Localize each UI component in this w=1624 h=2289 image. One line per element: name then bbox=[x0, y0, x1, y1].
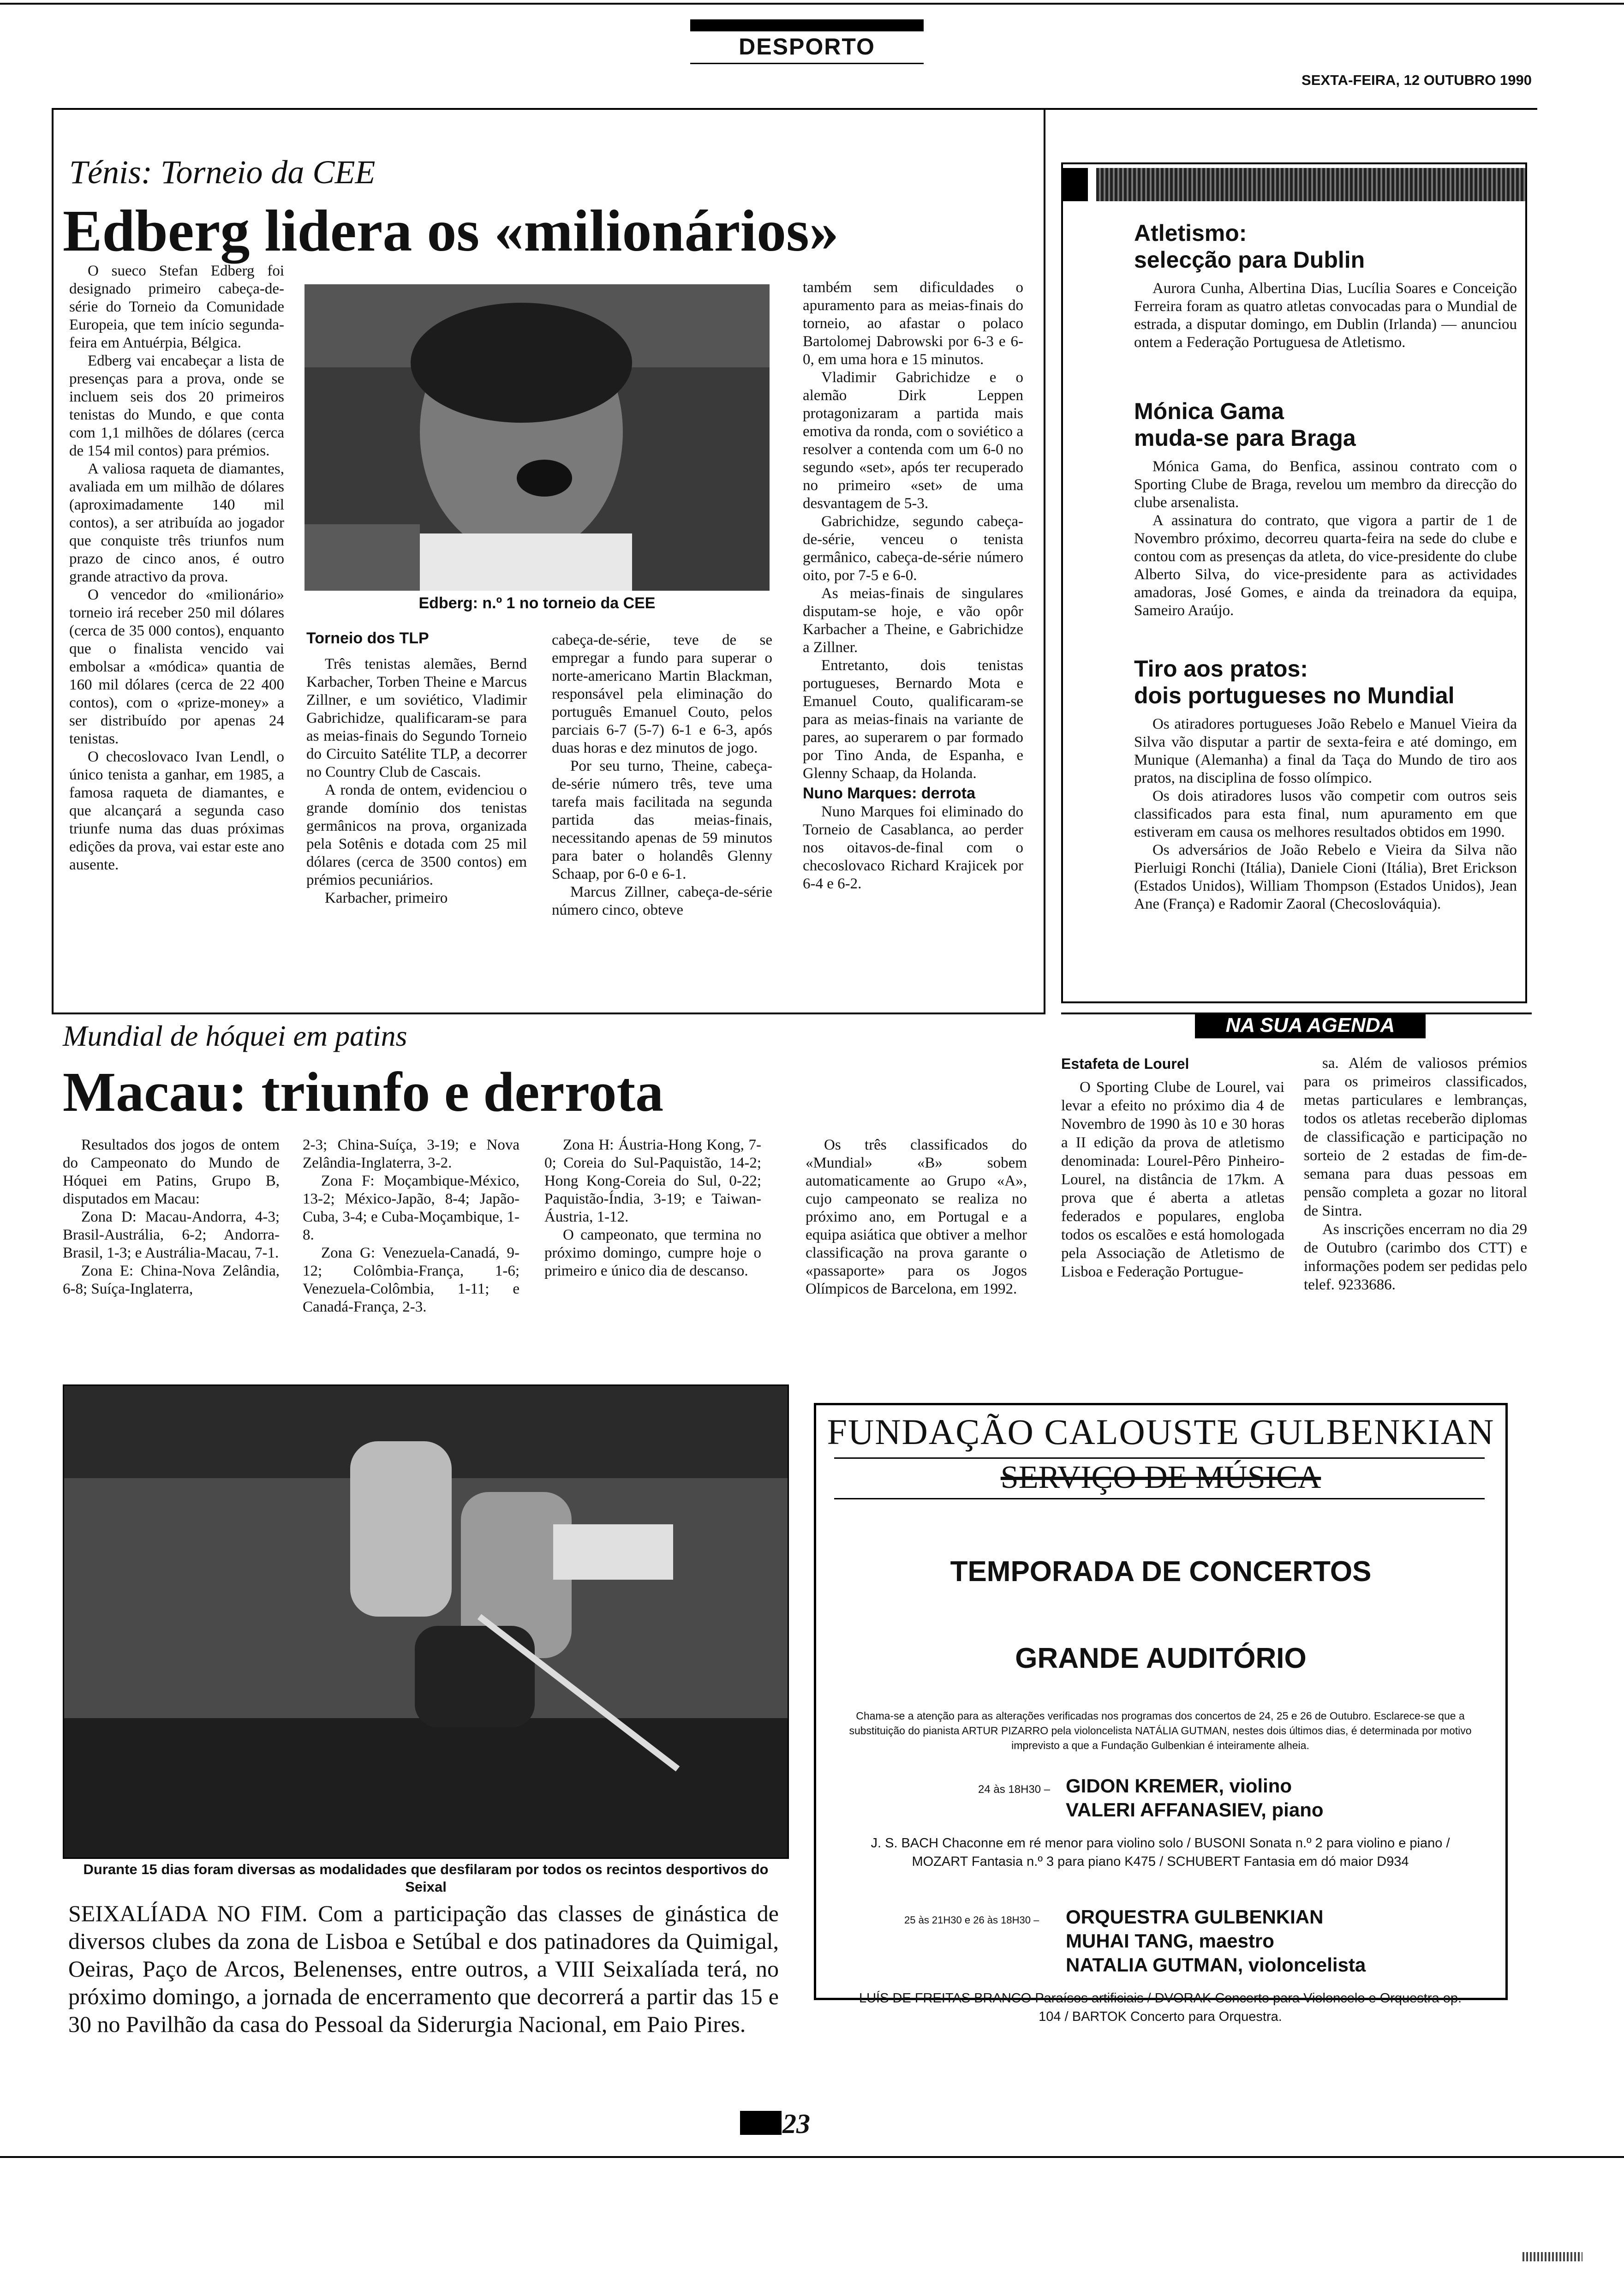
paragraph: Edberg vai encabeçar a lista de presenças para a prova, onde se incluem seis dos 20 primeiros tenistas do Mundo, e que conta com 1,1 milhões de dólares (cerca de 154 mil contos) para prémios. bbox=[69, 353, 284, 459]
concert-2-header bbox=[849, 1906, 1472, 1984]
seixal-text bbox=[68, 1900, 779, 2038]
concert-2-performer-2: MUHAI TANG, maestro bbox=[1066, 1930, 1274, 1952]
concert-1-header bbox=[849, 1775, 1472, 1826]
hockey-photo-image bbox=[64, 1386, 788, 1858]
sidebar-marker bbox=[1061, 168, 1088, 201]
page-number: 23 bbox=[782, 2109, 810, 2139]
paragraph: Zona E: China-Nova Zelândia, 6-8; Suíça-Inglaterra, bbox=[63, 1263, 280, 1297]
paragraph: Nuno Marques foi eliminado do Torneio de Casablanca, ao perder nos oitavos-de-final com o checoslovaco Richard Krajicek por 6-4 e 6-2. bbox=[803, 803, 1023, 892]
paragraph: Por seu turno, Theine, cabeça-de-série número três, teve uma tarefa mais facilitada na segunda partida das meias-finais, necessitando apenas de 59 minutos para bater o holandês Glenny Schaap, por 6-0 e 6-1. bbox=[552, 758, 772, 882]
paragraph: Os três classificados do «Mundial» «B» sobem automaticamente ao Grupo «A», cujo campeonato se realiza no próximo ano, em Portugal e a equipa asiática que obtiver a melhor classificação na prova garante o «passaporte» para os Jogos Olímpicos de Barcelona, em 1992. bbox=[806, 1137, 1027, 1297]
paragraph: O checoslovaco Ivan Lendl, o único tenista a ganhar, em 1985, a famosa raqueta de diamantes, e que alcançará a segunda caso triunfe numa das duas próximas edições da prova, vai estar este ano ausente. bbox=[69, 749, 284, 873]
hoquei-col-1 bbox=[63, 1136, 280, 1298]
agenda-heading: Estafeta de Lourel bbox=[1061, 1055, 1189, 1072]
paragraph: sa. Além de valiosos prémios para os primeiros classificados, metas particulares e lembranças, todos os atletas receberão diplomas de classificação e participação no sorteio de 2 estadas de fim-de-semana para duas pessoas em pensão completa a gozar no litoral de Sintra. bbox=[1304, 1055, 1527, 1219]
seixal-body: Com a participação das classes de ginástica de diversos clubes da zona de Lisboa e Setúbal e dos patinadores da Quimigal, Oeiras, Paço de Arcos, Belenenses, entre outros, a VIII Seixalíada terá, no próximo domingo, a jornada de encerramento que decorrerá a partir das 15 e 30 no Pavilhão da casa do Pessoal da Siderurgia Nacional, em Paio Pires. bbox=[68, 1900, 779, 2037]
paragraph: Zona G: Venezuela-Canadá, 9-12; Colômbia-França, 1-6; Venezuela-Colômbia, 1-11; e Canadá-França, 2-3. bbox=[303, 1245, 519, 1315]
paragraph: cabeça-de-série, teve de se empregar a fundo para superar o norte-americano Martin Blackman, responsável pela eliminação do português Emanuel Couto, pelos parciais 6-7 (5-7) 6-1 e 6-3, após duas horas e dez minutos de jogo. bbox=[552, 632, 772, 756]
paragraph: 2-3; China-Suíça, 3-19; e Nova Zelândia-Inglaterra, 3-2. bbox=[303, 1137, 519, 1171]
paragraph: Zona H: Áustria-Hong Kong, 7-0; Coreia do Sul-Paquistão, 14-2; Hong Kong-Coreia do Sul, 0-22; Paquistão-Índia, 3-19; e Taiwan-Áustria, 1-12. bbox=[544, 1137, 761, 1225]
paragraph: Entretanto, dois tenistas portugueses, Bernardo Mota e Emanuel Couto, qualificaram-se para as meias-finais na variante de pares, ao superarem o par formado por Tino Anda, de Espanha, e Glenny Schaap, da Holanda. bbox=[803, 657, 1023, 782]
tlp-heading: Torneio dos TLP bbox=[306, 629, 429, 647]
nuno-heading: Nuno Marques: derrota bbox=[803, 785, 976, 802]
paragraph: O campeonato, que termina no próximo domingo, cumpre hoje o primeiro e único dia de descanso. bbox=[544, 1227, 761, 1279]
concert-1 bbox=[849, 1775, 1472, 1871]
edberg-col-2 bbox=[306, 629, 527, 907]
venue-title: GRANDE AUDITÓRIO bbox=[1015, 1642, 1307, 1674]
seixal-photo bbox=[63, 1384, 789, 1859]
paragraph: também sem dificuldades o apuramento para as meias-finais do torneio, ao afastar o polaco Bartolomej Dabrowski por 6-3 e 6-0, em uma hora e 15 minutos. bbox=[803, 279, 1023, 368]
gulbenkian-rule-1 bbox=[834, 1457, 1485, 1459]
gulbenkian-subtitle: SERVIÇO DE MÚSICA bbox=[1000, 1460, 1321, 1495]
seixal-photo-caption: Durante 15 dias foram diversas as modalidades que desfilaram por todos os recintos desportivos do Seixal bbox=[83, 1861, 769, 1895]
paragraph: Gabrichidze, segundo cabeça-de-série, venceu o tenista germânico, cabeça-de-série número oito, por 7-5 e 6-0. bbox=[803, 513, 1023, 584]
agenda-banner: NA SUA AGENDA bbox=[1195, 1013, 1426, 1038]
paragraph: A valiosa raqueta de diamantes, avaliada em um milhão de dólares (aproximadamente 140 mil contos), a ser atribuída ao jogador que conquiste três triunfos num prazo de cinco anos, é outro grande atractivo da prova. bbox=[69, 461, 284, 585]
hoquei-kicker: Mundial de hóquei em patins bbox=[63, 1019, 407, 1052]
agenda-col-2 bbox=[1304, 1054, 1527, 1294]
paragraph: A assinatura do contrato, que vigora a partir de 1 de Novembro próximo, decorreu quarta-feira na sede do clube e contou com as presenças da atleta, do vice-presidente do clube Alberto Silva, do vice-presidente para as actividades amadoras, José Gomes, e ainda da treinadora da equipa, Sameiro Araújo. bbox=[1134, 512, 1517, 619]
edberg-right-border bbox=[1044, 108, 1045, 1013]
section-bar bbox=[690, 19, 924, 31]
section-label: DESPORTO bbox=[739, 34, 875, 60]
concert-1-date: 24 às 18H30 – bbox=[978, 1783, 1051, 1796]
edberg-col-4 bbox=[803, 279, 1023, 893]
edberg-headline: Edberg lidera os «milionários» bbox=[63, 198, 839, 264]
concert-1-program: J. S. BACH Chaconne em ré menor para violino solo / BUSONI Sonata n.º 2 para violino e piano / MOZART Fantasia n.º 3 para piano K475 / SCHUBERT Fantasia em dó maior D934 bbox=[871, 1836, 1450, 1869]
edberg-photo-caption: Edberg: n.º 1 no torneio da CEE bbox=[418, 594, 656, 612]
paragraph: O Sporting Clube de Lourel, vai levar a efeito no próximo dia 4 de Novembro de 1990 às 10 e 30 horas a II edição da prova de atletismo denominada: Lourel-Pêro Pinheiro-Lourel, na distância de 17km. A prova que é aberta a atletas federados e populares, engloba todos os escalões e está homologada pela Associação de Atletismo de Lisboa e Federação Portugue- bbox=[1061, 1079, 1284, 1280]
atletismo-title: Atletismo: selecção para Dublin bbox=[1134, 220, 1365, 273]
concert-2-date: 25 às 21H30 e 26 às 18H30 – bbox=[904, 1914, 1039, 1926]
concert-2-program: LUÍS DE FREITAS BRANCO Paraísos artificiais / DVORAK Concerto para Violoncelo e Orquestra op. 104 / BARTOK Concerto para Orquestra. bbox=[859, 1991, 1462, 2024]
edberg-col-3 bbox=[552, 631, 772, 919]
gulbenkian-rule-2 bbox=[834, 1498, 1485, 1499]
agenda-col-1 bbox=[1061, 1078, 1284, 1281]
atletismo-text-wrap bbox=[1134, 280, 1517, 352]
header-rule bbox=[52, 108, 1537, 110]
concert-2-performer-3: NATALIA GUTMAN, violoncelista bbox=[1066, 1954, 1366, 1976]
paragraph: Vladimir Gabrichidze e o alemão Dirk Leppen protagonizaram a partida mais emotiva da ronda, com o soviético a resolver a contenda com um 6-0 no segundo «set», após ter recuperado no primeiro «set» de uma desvantagem de 5-3. bbox=[803, 369, 1023, 512]
hoquei-top-rule bbox=[52, 1013, 1045, 1014]
paragraph: O vencedor do «milionário» torneio irá receber 250 mil dólares (cerca de 35 000 contos), enquanto que o finalista vencido vai embolsar a «módica» quantia de 160 mil dólares (cerca de 22 400 contos), com o «prize-money» a ser distribuído por apenas 24 tenistas. bbox=[69, 587, 284, 747]
hoquei-headline: Macau: triunfo e derrota bbox=[63, 1061, 664, 1123]
hoquei-col-3 bbox=[544, 1136, 761, 1280]
paragraph: Zona F: Moçambique-México, 13-2; México-Japão, 8-4; Japão-Cuba, 3-4; e Cuba-Moçambique, 1-8. bbox=[303, 1173, 519, 1243]
hoquei-col-4 bbox=[806, 1136, 1027, 1298]
edberg-photo-image bbox=[304, 284, 770, 591]
concert-1-performer-1: GIDON KREMER, violino bbox=[1066, 1775, 1292, 1797]
concert-2-performer-1: ORQUESTRA GULBENKIAN bbox=[1066, 1906, 1324, 1928]
gulbenkian-notice: Chama-se a atenção para as alterações verificadas nos programas dos concertos de 24, 25 e 26 de Outubro. Esclarece-se que a substituição do pianista ARTUR PIZARRO pela violoncelista NATÁLIA GUTMAN, nestes dois últimos dias, é determinada por motivo imprevisto a que a Fundação Gulbenkian é inteiramente alheia. bbox=[849, 1710, 1472, 1751]
hoquei-col-2 bbox=[303, 1136, 519, 1316]
edberg-photo bbox=[304, 284, 770, 591]
paragraph: Marcus Zillner, cabeça-de-série número cinco, obteve bbox=[552, 884, 772, 918]
edberg-col-1 bbox=[69, 262, 284, 874]
paragraph: Os atiradores portugueses João Rebelo e Manuel Vieira da Silva vão disputar a partir de sexta-feira e até domingo, em Munique (Alemanha) a final da Taça do Mundo de tiro aos pratos, na disciplina de fosso olímpico. bbox=[1134, 716, 1517, 786]
paragraph: As meias-finais de singulares disputam-se hoje, e vão opôr Karbacher a Theine, e Gabrichidze a Zillner. bbox=[803, 585, 1023, 656]
paragraph: Mónica Gama, do Benfica, assinou contrato com o Sporting Clube de Braga, revelou um membro da direcção do clube arsenalista. bbox=[1134, 458, 1517, 511]
monica-text-wrap bbox=[1134, 458, 1517, 620]
seixal-lead: SEIXALÍADA NO FIM. bbox=[68, 1900, 308, 1926]
left-border bbox=[52, 108, 54, 1013]
concert-2 bbox=[849, 1906, 1472, 2026]
paragraph: O sueco Stefan Edberg foi designado primeiro cabeça-de-série do Torneio da Comunidade Europeia, que tem início segunda-feira em Antuérpia, Bélgica. bbox=[69, 263, 284, 351]
gulbenkian-title: FUNDAÇÃO CALOUSTE GULBENKIAN bbox=[827, 1412, 1495, 1452]
section-underline bbox=[690, 63, 924, 64]
atletismo-block bbox=[1134, 220, 1517, 352]
paragraph: Os adversários de João Rebelo e Vieira da Silva não Pierluigi Ronchi (Itália), Daniele Cioni (Itália), Bret Erickson (Estados Unidos), William Thompson (Estados Unidos), Jean Ane (França) e Radomir Zaoral (Checoslováquia). bbox=[1134, 842, 1517, 912]
paragraph: Três tenistas alemães, Bernd Karbacher, Torben Theine e Marcus Zillner, e um soviético, Vladimir Gabrichidze, qualificaram-se para as meias-finais do Segundo Torneio do Circuito Satélite TLP, a decorrer no Country Club de Cascais. bbox=[306, 656, 527, 780]
edberg-kicker: Ténis: Torneio da CEE bbox=[69, 154, 376, 191]
top-border bbox=[0, 3, 1624, 5]
sidebar-banner bbox=[1096, 168, 1525, 201]
paragraph: Aurora Cunha, Albertina Dias, Lucília Soares e Conceição Ferreira foram as quatro atletas convocadas para o Mundial de estrada, a disputar domingo, em Dublin (Irlanda) — anunciou ontem a Federação Portuguesa de Atletismo. bbox=[1134, 280, 1517, 351]
monica-block bbox=[1134, 398, 1517, 620]
bottom-rule bbox=[0, 2156, 1624, 2158]
paragraph: Os dois atiradores lusos vão competir com outros seis classificados para esta final, num apuramento em que estiveram em causa os melhores resultados obtidos em 1990. bbox=[1134, 788, 1517, 840]
paragraph: Karbacher, primeiro bbox=[325, 890, 448, 906]
tiro-text-wrap bbox=[1134, 715, 1517, 913]
paragraph: Resultados dos jogos de ontem do Campeonato do Mundo de Hóquei em Patins, Grupo B, disputados em Macau: bbox=[63, 1137, 280, 1207]
newspaper-logo bbox=[740, 2111, 782, 2135]
season-title: TEMPORADA DE CONCERTOS bbox=[950, 1556, 1372, 1588]
tiro-title: Tiro aos pratos: dois portugueses no Mundial bbox=[1134, 656, 1455, 708]
tiro-block bbox=[1134, 655, 1517, 913]
issue-date: SEXTA-FEIRA, 12 OUTUBRO 1990 bbox=[1302, 72, 1532, 88]
monica-title: Mónica Gama muda-se para Braga bbox=[1134, 398, 1356, 451]
concert-1-performer-2: VALERI AFFANASIEV, piano bbox=[1066, 1799, 1324, 1821]
paragraph: As inscrições encerram no dia 29 de Outubro (carimbo dos CTT) e informações podem ser pedidas pelo telef. 9233686. bbox=[1304, 1221, 1527, 1293]
scan-mark bbox=[1522, 2252, 1582, 2261]
paragraph: A ronda de ontem, evidenciou o grande domínio dos tenistas germânicos na prova, organizada pela Sotênis e dotada com 25 mil dólares (cerca de 3500 contos) em prémios pecuniários. bbox=[306, 782, 527, 888]
paragraph: Zona D: Macau-Andorra, 4-3; Brasil-Austrália, 6-2; Andorra-Brasil, 1-3; e Austrália-Macau, 7-1. bbox=[63, 1209, 280, 1261]
